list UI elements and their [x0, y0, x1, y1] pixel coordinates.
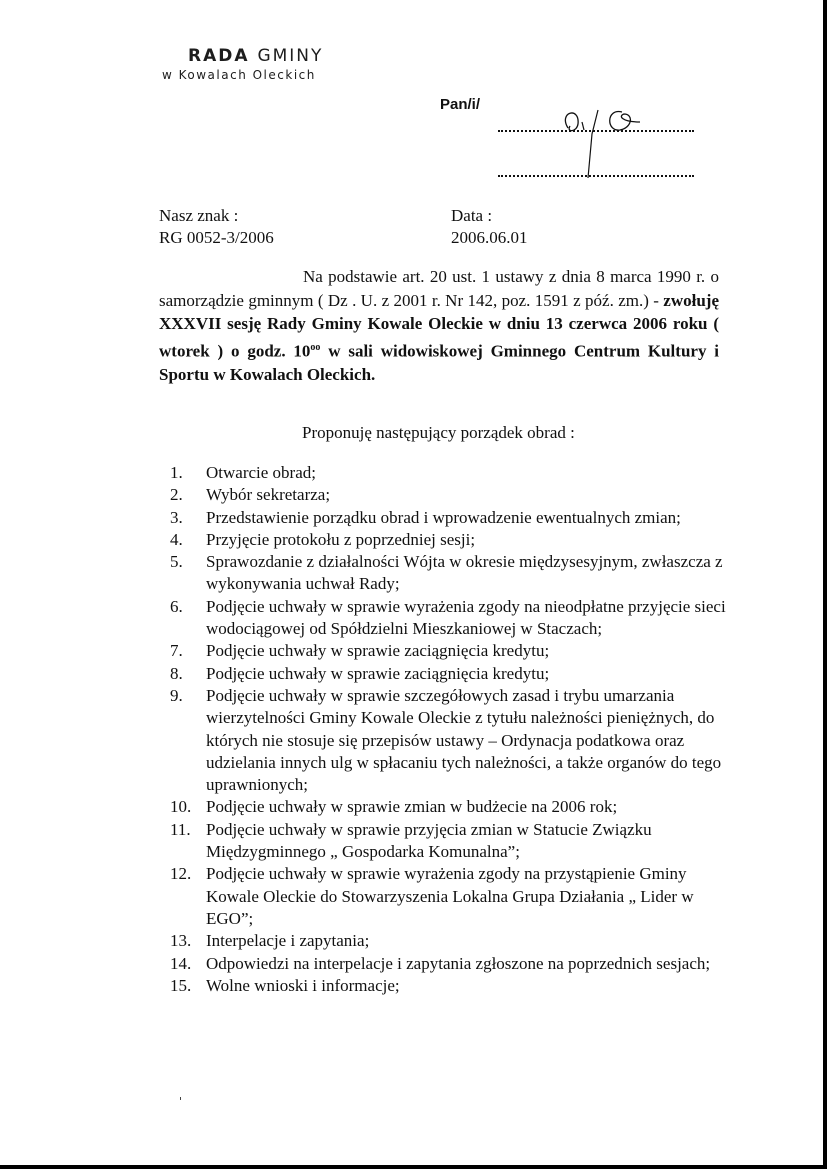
scan-border-bottom	[0, 1165, 827, 1169]
agenda-item	[170, 551, 730, 596]
agenda-item-number: 7.	[170, 641, 183, 661]
agenda-item-text: Podjęcie uchwały w sprawie zmian w budżecie na 2006 rok;	[206, 797, 618, 817]
agenda-item-number: 14.	[170, 953, 192, 973]
stamp-location: w Kowalach Oleckich	[162, 68, 316, 82]
agenda-item-text: Podjęcie uchwały w sprawie wyrażenia zgody na nieodpłatne przyjęcie sieci wodociągowej od Spółdzielni Mieszkaniowej w Staczach;	[206, 596, 726, 639]
stamp-word-rada: RADA	[188, 46, 250, 66]
agenda-item-number: 10.	[170, 797, 192, 817]
stamp-title	[188, 46, 380, 66]
agenda-item-number: 6.	[170, 596, 183, 616]
agenda-item-text: Podjęcie uchwały w sprawie zaciągnięcia kredytu;	[206, 663, 550, 683]
agenda-item	[170, 663, 730, 685]
agenda-item-number: 11.	[170, 819, 191, 839]
agenda-item-number: 13.	[170, 931, 192, 951]
agenda-item-text: Podjęcie uchwały w sprawie szczegółowych zasad i trybu umarzania wierzytelności Gminy Kowale Oleckie z tytułu należności pieniężnych, do których nie stosuje się przepisów ustawy – Ordynacja podatkowa oraz udzielania innych ulg w spłacaniu tych należności, a także organów do tego uprawnionych;	[206, 685, 722, 795]
agenda-heading: Proponuję następujący porządek obrad :	[302, 423, 575, 442]
reference-date-value: 2006.06.01	[451, 228, 528, 247]
agenda-item	[170, 975, 730, 997]
agenda-item-number: 15.	[170, 975, 192, 995]
agenda-item-text: Przyjęcie protokołu z poprzedniej sesji;	[206, 529, 476, 549]
agenda-item	[170, 640, 730, 662]
agenda-item	[170, 819, 730, 864]
agenda-item	[170, 796, 730, 818]
handwritten-signature-icon	[548, 100, 668, 180]
addressee-label: Pan/i/	[440, 96, 481, 113]
agenda-item	[170, 863, 730, 930]
agenda-item	[170, 507, 730, 529]
scan-border-right	[823, 0, 827, 1169]
intro-bold-session: zwołuję XXXVII sesję Rady Gminy Kowale Oleckie w dniu 13 czerwca 2006 roku ( wtorek ) o godz. 10	[159, 290, 719, 361]
agenda-item-text: Podjęcie uchwały w sprawie wyrażenia zgody na przystąpienie Gminy Kowale Oleckie do Stowarzyszenia Lokalna Grupa Działania „ Lider w EGO”;	[206, 864, 694, 928]
convocation-paragraph	[159, 265, 719, 386]
agenda-item-text: Wybór sekretarza;	[206, 485, 331, 505]
agenda-item-text: Interpelacje i zapytania;	[206, 931, 370, 951]
agenda-item-number: 9.	[170, 685, 183, 705]
agenda-item-number: 1.	[170, 463, 183, 482]
reference-date	[451, 205, 528, 249]
agenda-item	[170, 529, 730, 551]
agenda-item-text: Podjęcie uchwały w sprawie zaciągnięcia kredytu;	[206, 641, 550, 661]
agenda-item	[170, 462, 730, 484]
agenda-item-number: 4.	[170, 529, 183, 549]
agenda-item	[170, 596, 730, 641]
intro-time-superscript: oo	[310, 341, 321, 353]
reference-sign	[159, 205, 274, 249]
agenda-item-number: 12.	[170, 864, 192, 884]
agenda-item	[170, 930, 730, 952]
reference-sign-label: Nasz znak :	[159, 206, 239, 225]
reference-sign-value: RG 0052-3/2006	[159, 228, 274, 247]
stamp-word-gminy: GMINY	[257, 46, 324, 66]
agenda-item-number: 2.	[170, 485, 183, 505]
agenda-item-number: 8.	[170, 663, 183, 683]
agenda-item-number: 5.	[170, 552, 183, 572]
council-stamp	[160, 46, 380, 82]
reference-date-label: Data :	[451, 206, 493, 225]
intro-bold-venue: w sali widowiskowej Gminnego Centrum Kultury i Sportu w Kowalach Oleckich.	[159, 341, 719, 384]
agenda-item-text: Sprawozdanie z działalności Wójta w okresie międzysesyjnym, zwłaszcza z wykonywania uchwał Rady;	[206, 552, 723, 594]
agenda-item	[170, 953, 730, 975]
agenda-item-text: Otwarcie obrad;	[206, 463, 316, 482]
agenda-item	[170, 484, 730, 506]
agenda-list	[170, 462, 730, 997]
agenda-item-text: Przedstawienie porządku obrad i wprowadzenie ewentualnych zmian;	[206, 507, 681, 527]
agenda-item-text: Odpowiedzi na interpelacje i zapytania zgłoszone na poprzednich sesjach;	[206, 953, 711, 973]
agenda-item-number: 3.	[170, 507, 183, 527]
intro-text: Na podstawie art. 20 ust. 1 ustawy z dnia 8 marca 1990 r. o samorządzie gminnym ( Dz . U. z 2001 r. Nr 142, poz. 1591 z póź. zm.) -	[159, 267, 719, 310]
agenda-item-text: Podjęcie uchwały w sprawie przyjęcia zmian w Statucie Związku Międzygminnego „ Gospodarka Komunalna”;	[206, 819, 652, 862]
agenda-item	[170, 685, 730, 796]
scan-mark	[180, 1097, 181, 1100]
agenda-item-text: Wolne wnioski i informacje;	[206, 975, 400, 995]
